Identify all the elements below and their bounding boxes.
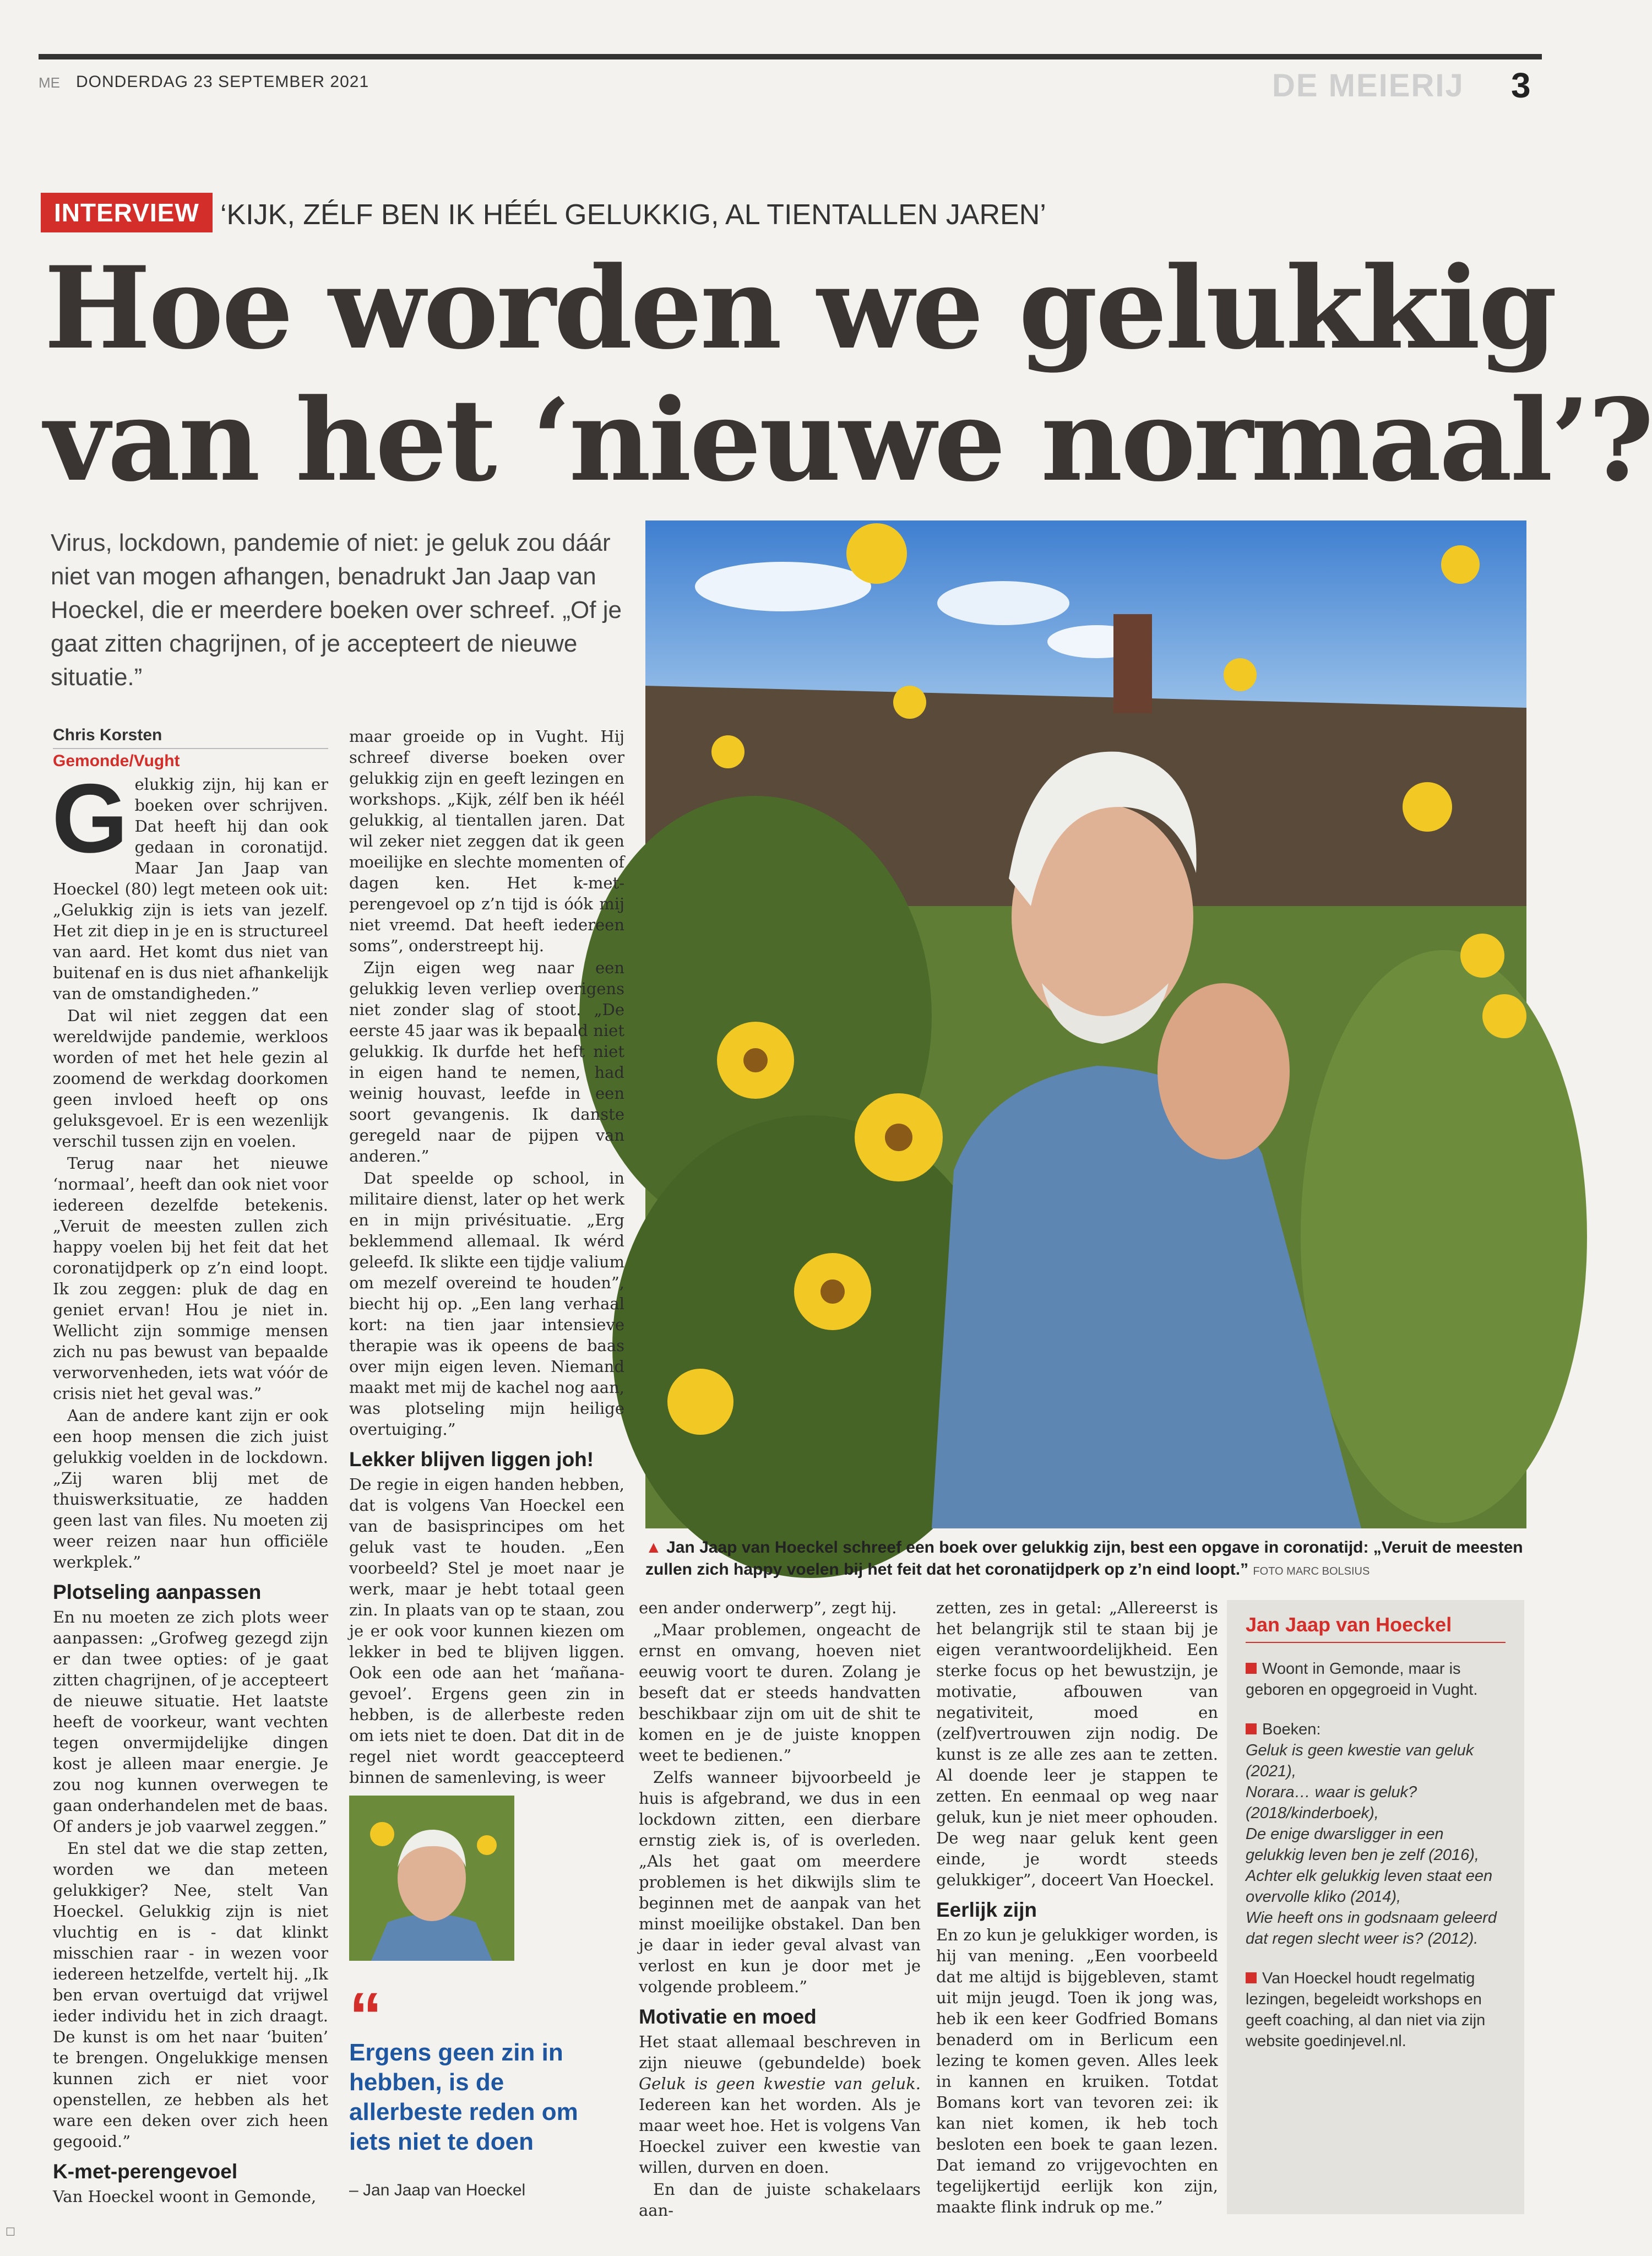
subheading: Eerlijk zijn: [936, 1899, 1037, 1921]
byline-author: Chris Korsten: [53, 726, 162, 744]
pull-quote-attribution: – Jan Jaap van Hoeckel: [349, 2181, 526, 2199]
article-paragraph: Zelfs wanneer bijvoorbeeld je huis is afgebrand, we dus in een lockdown zitten, een dierbare ernstig ziek is, of is overleden. „Als het gaat om meerdere problemen is het dikwijls slim te beginnen met de aanpak van het minst moeilijke obstakel. Dan ben je daar in ieder geval alvast van verlost en kun je door met je volgende probleem.”: [639, 1768, 921, 1996]
subheading: Motivatie en moed: [639, 2005, 817, 2028]
corner-mark: ☐: [6, 2226, 15, 2238]
kicker-quote: ‘KIJK, ZÉLF BEN IK HÉÉL GELUKKIG, AL TIENTALLEN JAREN’: [220, 199, 1046, 231]
article-paragraph: Het staat allemaal beschreven in zijn nieuwe (gebundelde) boek Geluk is geen kwestie van geluk. Iedereen kan het worden. Als je maar weet hoe. Het is volgens Van Hoeckel zuiver een kwestie van willen, durven en doen.: [639, 2032, 921, 2177]
book-entry: Norara… waar is geluk? (2018/kinderboek),: [1246, 1783, 1417, 1822]
article-paragraph: Van Hoeckel woont in Gemonde,: [53, 2187, 317, 2206]
headline-line-2: van het ‘nieuwe normaal’?: [44, 375, 1652, 507]
article-paragraph: En zo kun je gelukkiger worden, is hij van mening. „Een voorbeeld dat me altijd is bijgebleven, stamt uit mijn jeugd. Toen ik jong was, heb ik een keer Godfried Bomans benaderd om in Berlicum een lezing te komen geven. Alles leek in kannen en kruiken. Totdat Bomans kort van tevoren zei: ik kan niet komen, ik heb toch besloten een boek te gaan lezen. Dat iemand zo vrijgevochten en tegelijkertijd eerlijk kon zijn, maakte flink indruk op me.”: [936, 1926, 1218, 2216]
sidebar-title: Jan Jaap van Hoeckel: [1246, 1613, 1506, 1643]
sidebar-item-books: Boeken: Geluk is geen kwestie van geluk (2021), Norara… waar is geluk? (2018/kinderboek), De enige dwarsligger in een gelukkig leven ben je zelf (2016), Achter elk gelukkig leven staat een overvolle kliko (2014), Wie heeft ons in godsnaam geleerd dat regen slecht weer is? (2012).: [1246, 1719, 1506, 1949]
photo-caption: [645, 1537, 1526, 1582]
article-paragraph: zetten, zes in getal: „Allereerst is het belangrijk stil te staan bij je eigen verantwoordelijkheid. Een sterke focus op het bewustzijn, je motivatie, afbouwen van negativiteit, moed en (zelf)vertrouwen zijn nodig. De kunst is ze alle zes aan te zetten. Al doende leer je stappen te zetten. En eenmaal op weg naar geluk, kun je niet meer ophouden. De weg naar geluk kent geen einde, je wordt steeds gelukkiger”, doceert Van Hoeckel.: [936, 1598, 1218, 1889]
article-paragraph: En stel dat we die stap zetten, worden we dan meteen gelukkiger? Nee, stelt Van Hoeckel. Gelukkig zijn is niet vluchtig en is - dat klinkt misschien raar - in wezen voor iedereen hetzelfde, vertelt hij. „Ik ben ervan overtuigd dat vrijwel ieder individu het in zich draagt. De kunst is om het naar ‘buiten’ te brengen. Ongelukkige mensen kunnen zich er niet voor openstellen, ze hebben als het ware een deken over zich heen gegooid.”: [53, 1839, 328, 2151]
sidebar-item: Van Hoeckel houdt regelmatig lezingen, begeleidt workshops en geeft coaching, al dan niet via zijn website goedinjevel.nl.: [1246, 1970, 1486, 2050]
caption-marker-icon: ▲: [645, 1538, 662, 1557]
bullet-square-icon: [1246, 1663, 1257, 1674]
profile-sidebar: [1227, 1600, 1524, 2214]
article-paragraph: En dan de juiste schakelaars aan-: [639, 2180, 921, 2220]
article-paragraph: „Maar problemen, ongeacht de ernst en omvang, hoeven niet eeuwig voort te duren. Zolang je beseft dat er steeds handvatten beschikbaar zijn om uit de shit te komen en je de juiste knoppen weet te bedienen.”: [639, 1620, 921, 1765]
issue-date: DONDERDAG 23 SEPTEMBER 2021: [76, 73, 369, 91]
article-paragraph: En nu moeten ze zich plots weer aanpassen: „Grofweg gezegd zijn er dan twee opties: of je gaat zitten chagrijnen, of je accepteert de nieuwe situatie. Het laatste heeft de voorkeur, want vechten tegen onvermijdelijke dingen kost je alleen maar energie. Je zou nog kunnen overwegen te gaan onderhandelen met de baas. Of anders je job vaarwel zeggen.”: [53, 1608, 328, 1836]
interview-badge: INTERVIEW: [41, 193, 213, 232]
article-paragraph: Zijn eigen weg naar een gelukkig leven verliep overigens niet zonder slag of stoot. „De eerste 45 jaar was ik bepaald niet gelukkig. Ik durfde het heft niet in eigen hand te nemen, had weinig houvast, leefde in een soort gevangenis. Ik danste geregeld naar de pijpen van anderen.”: [349, 958, 624, 1165]
book-entry: Geluk is geen kwestie van geluk (2021),: [1246, 1742, 1474, 1780]
masthead-rule: [39, 54, 1542, 59]
book-entry: De enige dwarsligger in een gelukkig leven ben je zelf (2016),: [1246, 1825, 1479, 1864]
article-paragraph: maar groeide op in Vught. Hij schreef diverse boeken over gelukkig zijn en geeft lezingen en workshops. „Kijk, zélf ben ik héél gelukkig, al tientallen jaren. Dat wil zeker niet zeggen dat ik geen moeilijke en slechte momenten of dagen ken. Het k-met-perengevoel op z’n tijd is óók mij niet vreemd. Dat heeft iedereen soms”, onderstreept hij.: [349, 727, 624, 955]
subheading: K-met-perengevoel: [53, 2160, 238, 2183]
bullet-square-icon: [1246, 1723, 1257, 1734]
article-column-1: [52, 763, 328, 2239]
drop-cap: G: [52, 763, 128, 873]
article-column-2: [349, 726, 624, 1787]
article-column-3: [639, 1597, 921, 2225]
portrait-illustration: [349, 1796, 514, 1961]
book-title: Geluk is geen kwestie van geluk.: [639, 2074, 921, 2093]
byline-divider: [53, 748, 328, 749]
subheading: Plotseling aanpassen: [53, 1581, 262, 1603]
edition-code: ME: [39, 74, 60, 91]
headline: [44, 242, 1652, 507]
book-entry: Achter elk gelukkig leven staat een overvolle kliko (2014),: [1246, 1867, 1493, 1906]
article-paragraph: Terug naar het nieuwe ‘normaal’, heeft dan ook niet voor iedereen dezelfde betekenis. „Veruit de meesten zullen zich happy voelen bij het feit dat het coronatijdperk op z’n eind loopt. Ik zou zeggen: pluk de dag en geniet ervan! Hou je niet in. Wellicht zijn sommige mensen zich nu pas bewust van bepaalde verworvenheden, iets wat vóór de crisis niet het geval was.”: [53, 1154, 328, 1403]
article-photo: [645, 520, 1526, 1528]
pull-quote: Ergens geen zin in hebben, is de allerbeste reden om iets niet te doen: [349, 2039, 578, 2155]
headline-line-1: Hoe worden we gelukkig: [44, 242, 1555, 375]
subheading: Lekker blijven liggen joh!: [349, 1448, 594, 1471]
page-number: 3: [1511, 66, 1531, 105]
article-paragraph: Aan de andere kant zijn er ook een hoop mensen die zich juist gelukkig voelden in de lockdown. „Zij waren blij met de thuiswerksituatie, ze hadden geen last van files. Nu moeten zij weer reizen naar hun officiële werkplek.”: [53, 1406, 328, 1571]
article-paragraph: Dat wil niet zeggen dat een wereldwijde pandemie, werkloos worden of met het hele gezin al zoomend de werkdag doorkomen geen invloed heeft op ons geluksgevoel. Er is een wezenlijk verschil tussen zijn en voelen.: [53, 1006, 328, 1151]
article-paragraph: De regie in eigen handen hebben, dat is volgens Van Hoeckel een van de basisprincipes om het geluk vast te houden. „Een voorbeeld? Stel je moet naar je werk, maar je hebt totaal geen zin. In plaats van op te staan, zou je er ook voor kunnen kiezen om lekker in bed te blijven liggen. Ook een ode aan het ‘mañana-gevoel’. Ergens geen zin in hebben, is de allerbeste reden om iets niet te doen. Dat dit in de regel niet wordt geaccepteerd binnen de samenleving, is weer: [349, 1475, 624, 1787]
caption-text: Jan Jaap van Hoeckel schreef een boek over gelukkig zijn, best een opgave in coronatijd: „Veruit de meesten zullen zich happy voelen bij het feit dat het coronatijdperk op z’n eind loopt.”: [645, 1538, 1523, 1579]
photo-illustration: [645, 520, 1526, 1528]
book-entry: Wie heeft ons in godsnaam geleerd dat regen slecht weer is? (2012).: [1246, 1909, 1497, 1948]
bullet-square-icon: [1246, 1972, 1257, 1983]
quote-mark-icon: “: [349, 1979, 382, 2053]
byline-location: Gemonde/Vught: [53, 752, 180, 770]
sidebar-item: Woont in Gemonde, maar is geboren en opgegroeid in Vught.: [1246, 1660, 1478, 1699]
article-column-4: [936, 1597, 1218, 2225]
article-paragraph: een ander onderwerp”, zegt hij.: [639, 1598, 897, 1617]
author-portrait: [349, 1796, 514, 1961]
paper-name: DE MEIERIJ: [1272, 68, 1464, 104]
photo-credit: FOTO MARC BOLSIUS: [1253, 1565, 1370, 1577]
article-paragraph: Gelukkig zijn, hij kan er boeken over schrijven. Dat heeft hij dan ook gedaan in coronatijd. Maar Jan Jaap van Hoeckel (80) legt meteen ook uit: „Gelukkig zijn is iets van jezelf. Het zit diep in je en is structureel van aard. Het komt dus niet van buitenaf en is dus niet afhankelijk van de omstandigheden.”: [52, 763, 328, 1003]
intro-text: Virus, lockdown, pandemie of niet: je geluk zou dáár niet van mogen afhangen, benadrukt Jan Jaap van Hoeckel, die er meerdere boeken over schreef. „Of je gaat zitten chagrijnen, of je accepteert de nieuwe situatie.”: [51, 529, 622, 691]
article-paragraph: Dat speelde op school, in militaire dienst, later op het werk en in mijn privésituatie. „Erg beklemmend allemaal. Ik wérd geleefd. Ik slikte een tijdje valium om mezelf overeind te houden”, biecht hij op. „Een lang verhaal kort: na tien jaar intensieve therapie was ik opeens de baas over mijn eigen leven. Niemand maakt met mij de kachel nog aan, was plotseling mijn heilige overtuiging.”: [349, 1169, 624, 1439]
